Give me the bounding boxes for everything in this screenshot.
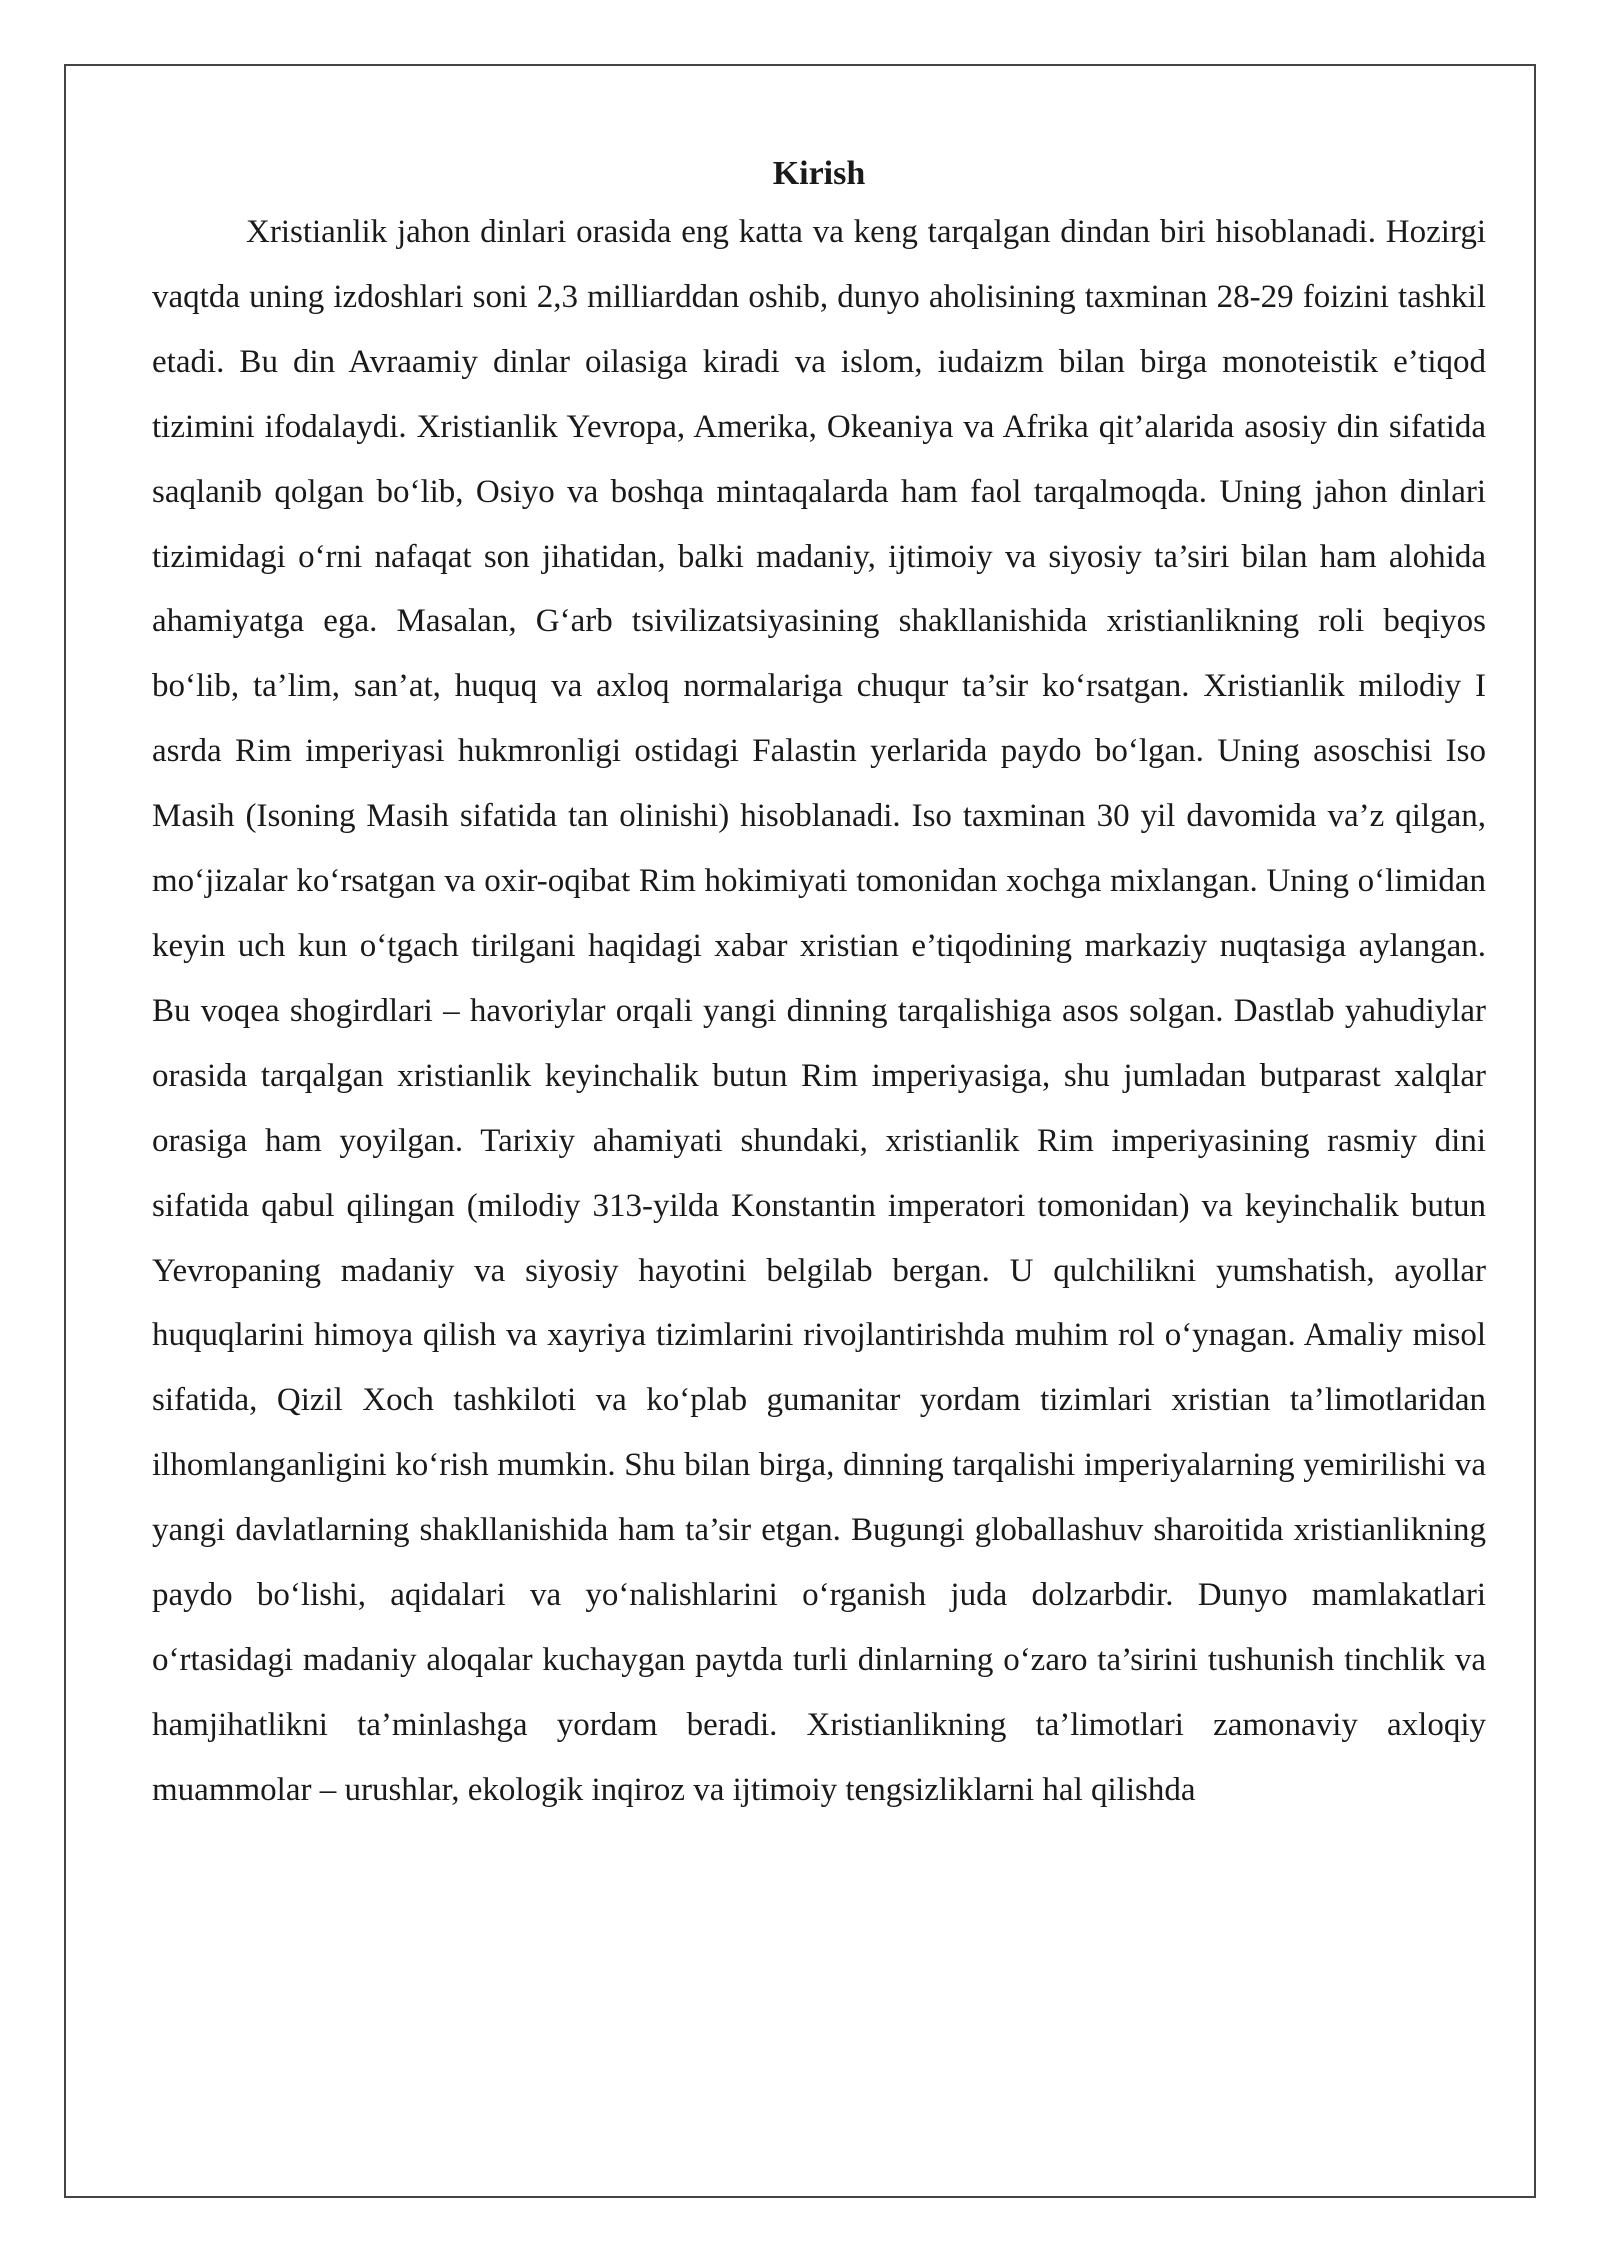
document-body [152, 148, 1486, 1823]
document-heading: Kirish [772, 155, 866, 192]
body-paragraph: Xristianlik jahon dinlari orasida eng katta va keng tarqalgan dindan biri hisoblanadi. Hozirgi vaqtda uning izdoshlari soni 2,3 milliarddan oshib, dunyo aholisining taxminan 28-29 foizini tashkil etadi. Bu din Avraamiy dinlar oilasiga kiradi va islom, iudaizm bilan birga monoteistik e’tiqod tizimini ifodalaydi. Xristianlik Yevropa, Amerika, Okeaniya va Afrika qit’alarida asosiy din sifatida saqlanib qolgan bo‘lib, Osiyo va boshqa mintaqalarda ham faol tarqalmoqda. Uning jahon dinlari tizimidagi o‘rni nafaqat son jihatidan, balki madaniy, ijtimoiy va siyosiy ta’siri bilan ham alohida ahamiyatga ega. Masalan, G‘arb tsivilizatsiyasining shakllanishida xristianlikning roli beqiyos bo‘lib, ta’lim, san’at, huquq va axloq normalariga chuqur ta’sir ko‘rsatgan. Xristianlik milodiy I asrda Rim imperiyasi hukmronligi ostidagi Falastin yerlarida paydo bo‘lgan. Uning asoschisi Iso Masih (Isoning Masih sifatida tan olinishi) hisoblanadi. Iso taxminan 30 yil davomida va’z qilgan, mo‘jizalar ko‘rsatgan va oxir-oqibat Rim hokimiyati tomonidan xochga mixlangan. Uning o‘limidan keyin uch kun o‘tgach tirilgani haqidagi xabar xristian e’tiqodining markaziy nuqtasiga aylangan. Bu voqea shogirdlari – havoriylar orqali yangi dinning tarqalishiga asos solgan. Dastlab yahudiylar orasida tarqalgan xristianlik keyinchalik butun Rim imperiyasiga, shu jumladan butparast xalqlar orasiga ham yoyilgan. Tarixiy ahamiyati shundaki, xristianlik Rim imperiyasining rasmiy dini sifatida qabul qilingan (milodiy 313-yilda Konstantin imperatori tomonidan) va keyinchalik butun Yevropaning madaniy va siyosiy hayotini belgilab bergan. U qulchilikni yumshatish, ayollar huquqlarini himoya qilish va xayriya tizimlarini rivojlantirishda muhim rol o‘ynagan. Amaliy misol sifatida, Qizil Xoch tashkiloti va ko‘plab gumanitar yordam tizimlari xristian ta’limotlaridan ilhomlanganligini ko‘rish mumkin. Shu bilan birga, dinning tarqalishi imperiyalarning yemirilishi va yangi davlatlarning shakllanishida ham ta’sir etgan. Bugungi globallashuv sharoitida xristianlikning paydo bo‘lishi, aqidalari va yo‘nalishlarini o‘rganish juda dolzarbdir. Dunyo mamlakatlari o‘rtasidagi madaniy aloqalar kuchaygan paytda turli dinlarning o‘zaro ta’sirini tushunish tinchlik va hamjihatlikni ta’minlashga yordam beradi. Xristianlikning ta’limotlari zamonaviy axloqiy muammolar – urushlar, ekologik inqiroz va ijtimoiy tengsizliklarni hal qilishda [152, 214, 1486, 1808]
